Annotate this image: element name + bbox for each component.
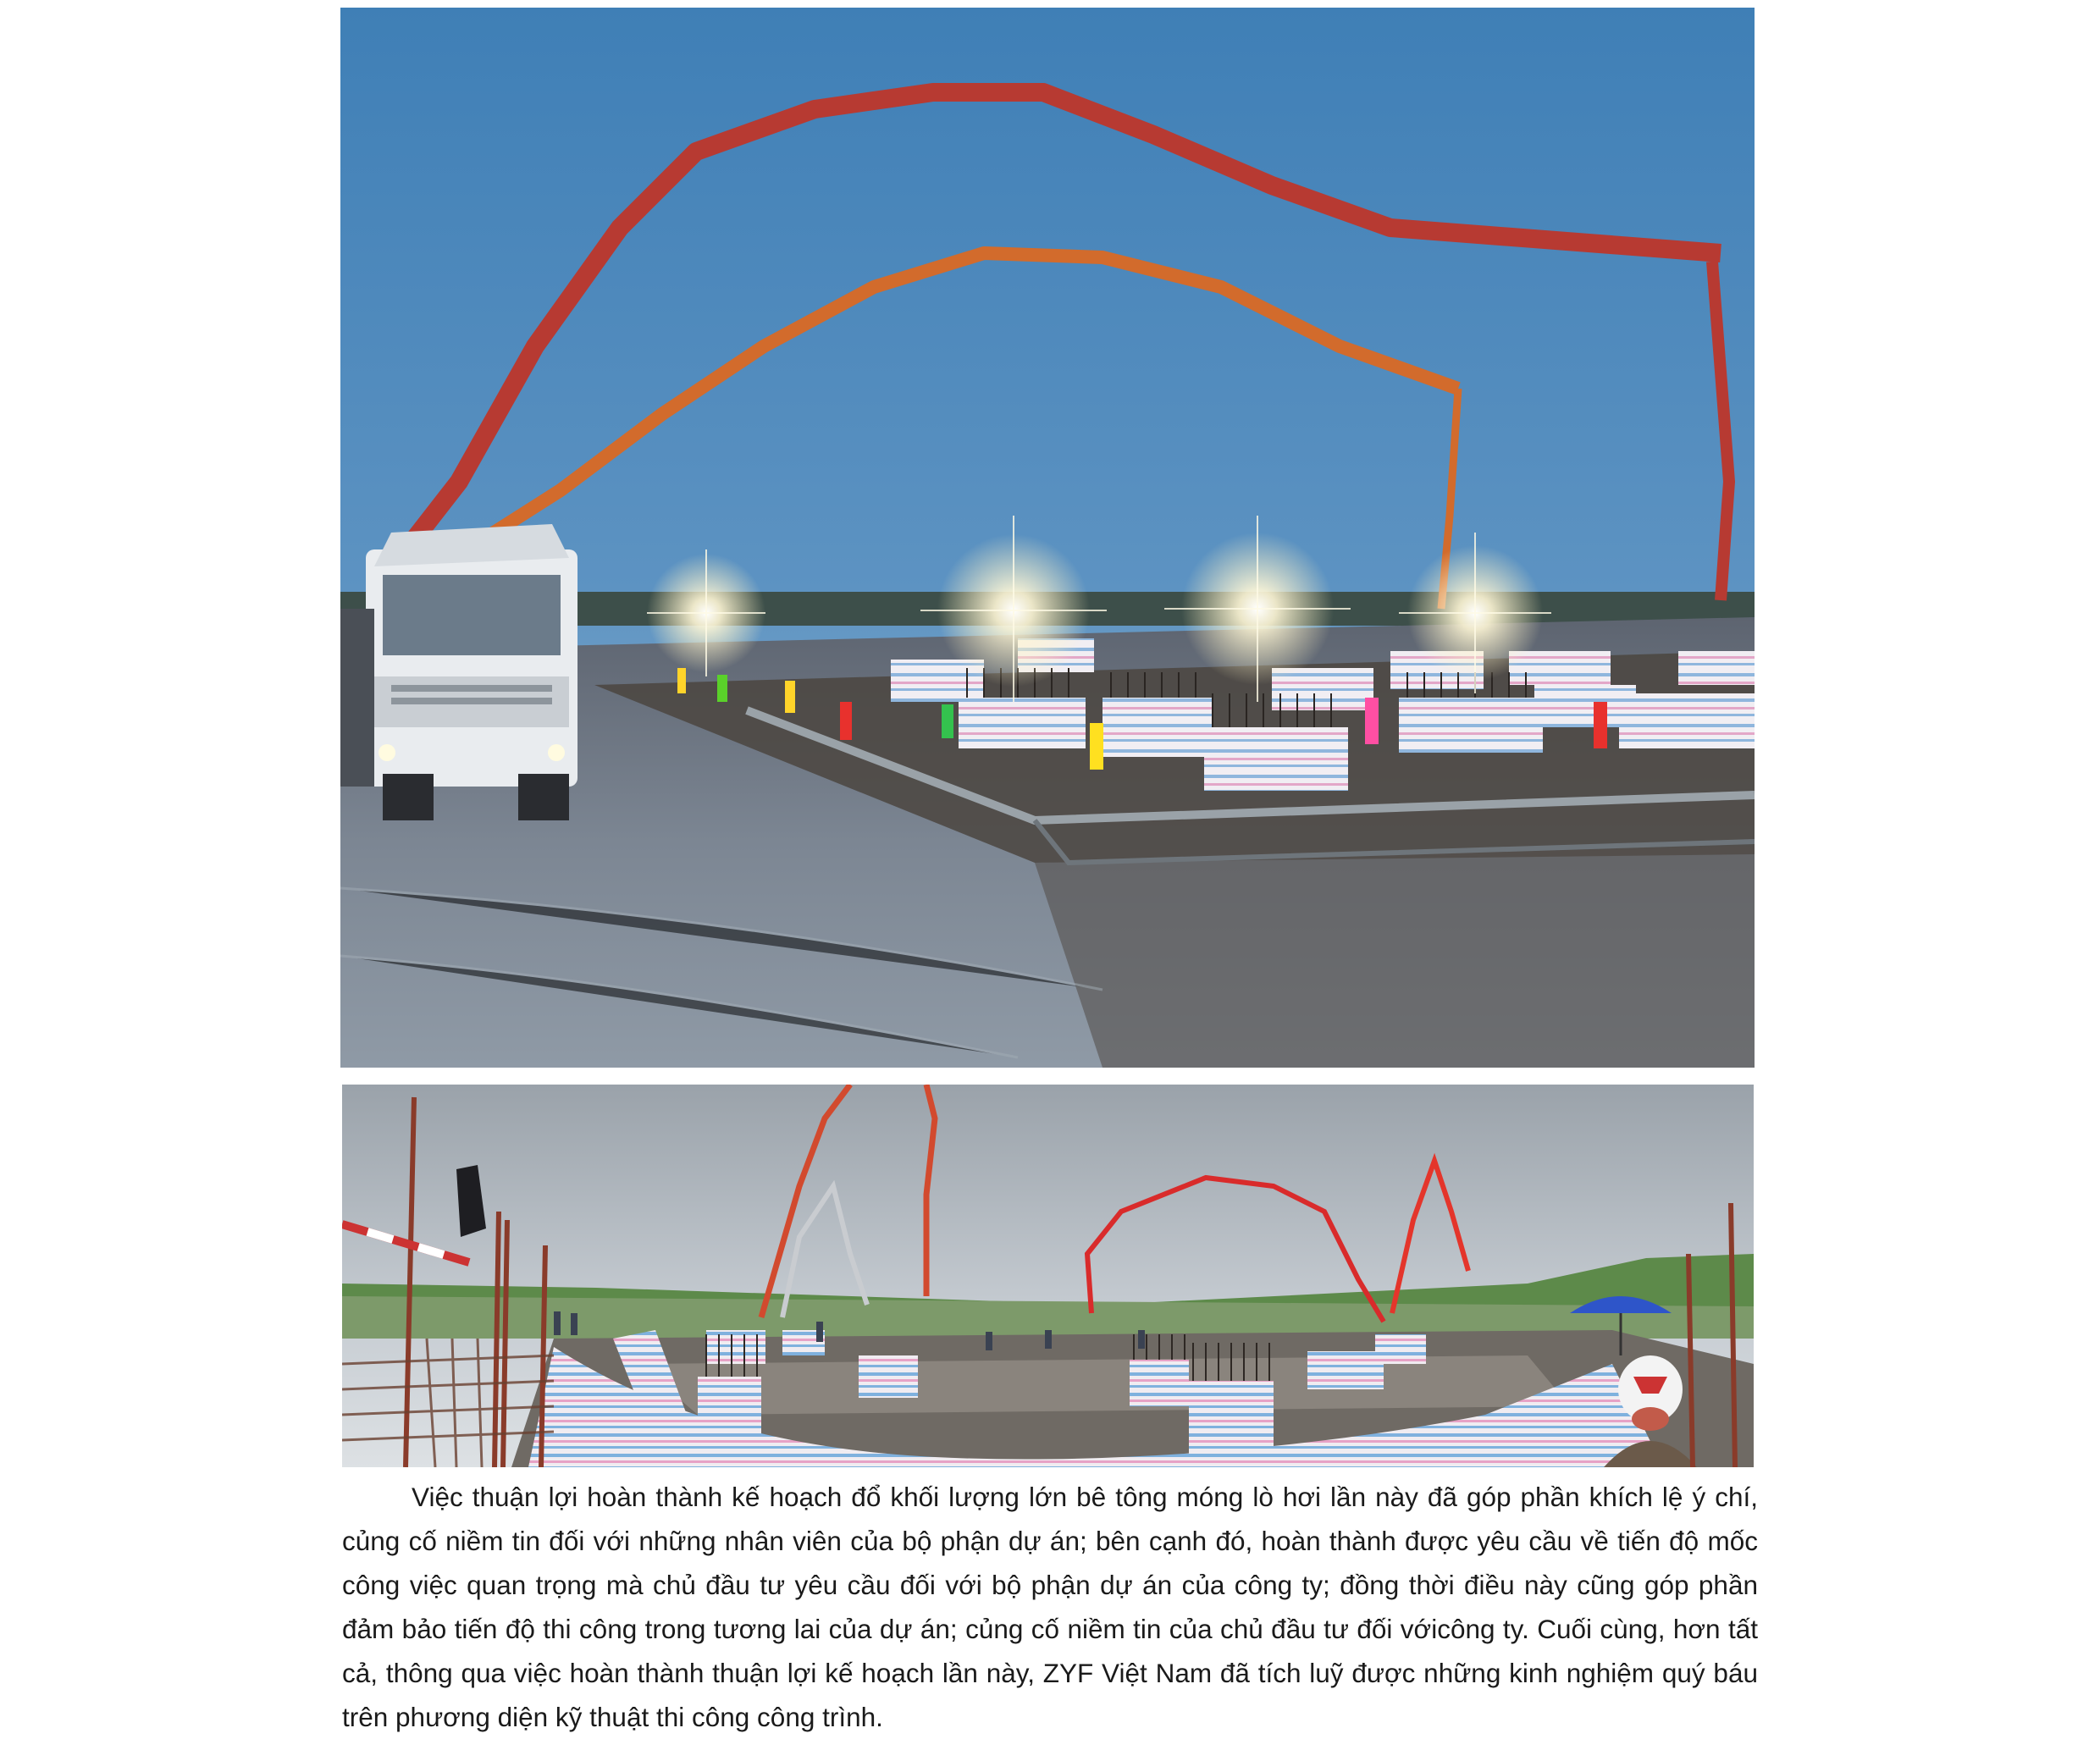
panoramic-foundation-site-icon — [342, 1085, 1754, 1467]
article-paragraph: Việc thuận lợi hoàn thành kế hoạch đổ khối lượng lớn bê tông móng lò hơi lần này đã góp phần khích lệ ý chí, củng cố niềm tin đối với những nhân viên của bộ phận dự án; bên cạnh đó, hoàn thành được yêu cầu về tiến độ mốc công việc quan trọng mà chủ đầu tư yêu cầu đối với bộ phận dự án của công ty; đồng thời điều này cũng góp phần đảm bảo tiến độ thi công trong tương lai của dự án; củng cố niềm tin của chủ đầu tư đối vớicông ty. Cuối cùng, hơn tất cả, thông qua việc hoàn thành thuận lợi kế hoạch lần này, ZYF Việt Nam đã tích luỹ được những kinh nghiệm quý báu trên phương diện kỹ thuật thi công công trình. — [342, 1482, 1758, 1732]
construction-photo-panorama — [342, 1085, 1754, 1467]
concrete-pump-trucks-night-icon — [340, 8, 1755, 1068]
construction-photo-night — [340, 8, 1755, 1068]
